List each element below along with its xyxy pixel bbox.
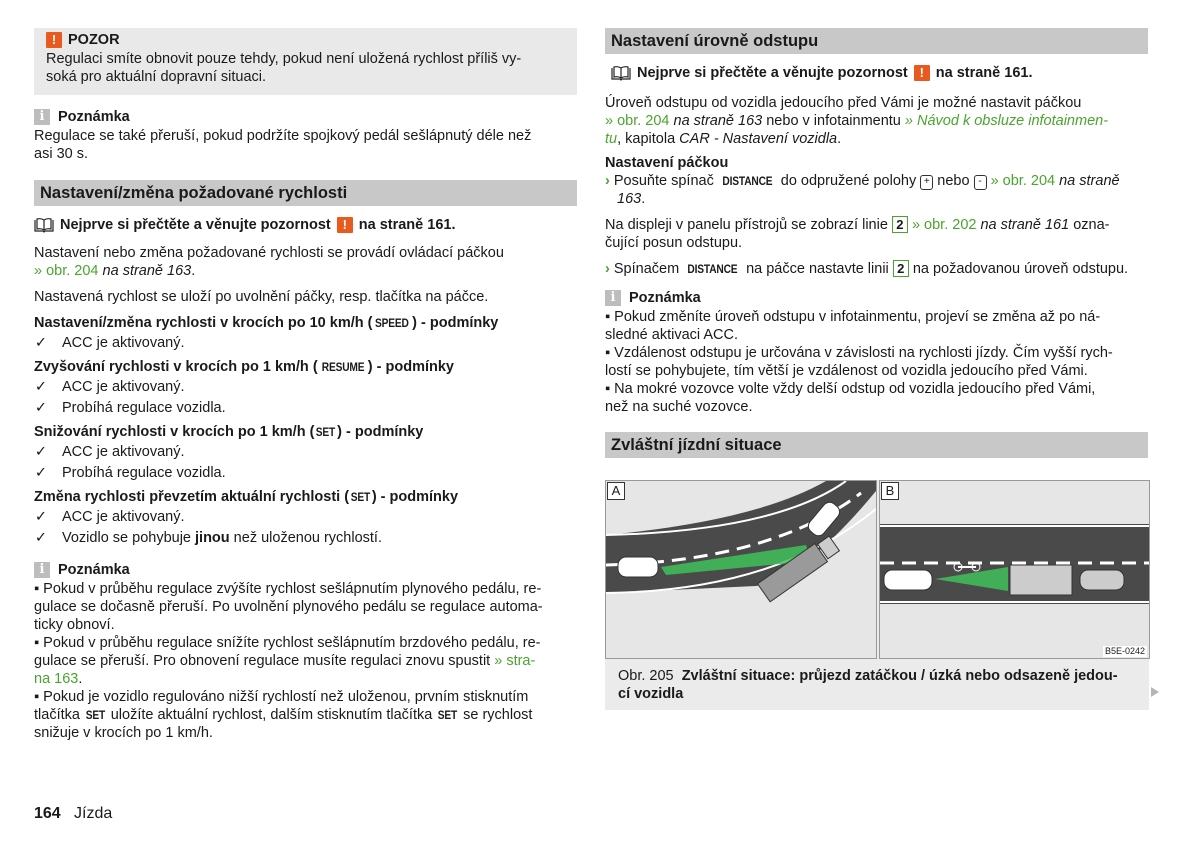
note-bullet-line: lostí se pohybujete, tím větší je vzdálenost od vozidla jedoucího před Vámi. (605, 363, 1088, 379)
page-number: 164 (34, 805, 61, 822)
note-bullet-line: ▪ Pokud změníte úroveň odstupu v infotainmentu, projeví se změna až po ná- (605, 309, 1101, 325)
figure-caption: Obr. 205 Zvláštní situace: průjezd zatáčkou / úzká nebo odsazeně jedou- cí vozidla (618, 668, 1118, 702)
condition-item: ✓ Probíhá regulace vozidla. (34, 464, 226, 481)
condition-item: ✓ ACC je aktivovaný. (34, 508, 185, 525)
manual-link[interactable]: » Návod k obsluze infotainmen- (904, 113, 1109, 129)
info-icon: i (34, 562, 50, 578)
paragraph: Nastavení nebo změna požadované rychlosti se provádí ovládací páčkou » obr. 204 na straně 163. (34, 245, 504, 279)
resume-key: RESUME (321, 360, 365, 374)
step-arrow-icon: › (605, 261, 610, 277)
figure-panel-a (605, 480, 877, 659)
figure-code: B5E-0242 (1104, 646, 1145, 656)
speed-key: SPEED (375, 316, 410, 330)
condition-item: ✓ Vozidlo se pohybuje jinou než uloženou rychlostí. (34, 529, 382, 546)
page-link[interactable]: na 163 (34, 671, 79, 687)
note-block (34, 107, 577, 163)
note-bullet-line: na 163. (34, 671, 83, 687)
warning-box (34, 28, 577, 95)
info-icon: i (34, 109, 50, 125)
note-header (605, 288, 1148, 308)
info-icon: i (605, 290, 621, 306)
warning-icon: ! (914, 65, 930, 81)
figure-link[interactable]: » obr. 204 (34, 263, 99, 279)
page-footer (34, 805, 112, 823)
paragraph: Úroveň odstupu od vozidla jedoucího před Vámi je možné nastavit páčkou » obr. 204 na straně 163 nebo v infotainmentu » Návod k obsluze infotainmen- tu, kapitola CAR - Nastavení vozidla. (605, 95, 1109, 147)
warning-header (46, 30, 563, 50)
paragraph: Na displeji v panelu přístrojů se zobrazí linie 2 » obr. 202 na straně 161 ozna- čující posun odstupu. (605, 217, 1110, 251)
figure-205 (605, 480, 1149, 710)
note-block (34, 560, 577, 742)
own-car-icon (884, 570, 932, 590)
note-bullet-line: gulace se dočasně přeruší. Po uvolnění plynového pedálu se regulace automa- (34, 599, 543, 615)
note-bullet-line: tlačítka SET uložíte aktuální rychlost, dalším stisknutím tlačítka SET se rychlost (34, 707, 533, 723)
step-arrow-icon: › (605, 173, 610, 189)
subheading: Nastavení páčkou (605, 155, 729, 171)
set-key: SET (350, 490, 371, 504)
warning-icon: ! (46, 32, 62, 48)
read-first-notice: Nejprve si přečtěte a věnujte pozornost ! na straně 161. (611, 63, 1148, 83)
page-link[interactable]: » stra- (494, 653, 536, 669)
subheading: Snižování rychlosti v krocích po 1 km/h ( SET ) - podmínky (34, 424, 424, 440)
check-icon: ✓ (34, 399, 48, 416)
plus-key-icon: + (920, 175, 933, 190)
read-first-notice (34, 215, 577, 235)
condition-item: ✓ ACC je aktivovaný. (34, 443, 185, 460)
line-number-badge: 2 (893, 260, 909, 277)
chapter-title: Jízda (74, 805, 113, 822)
warning-text-line: Regulaci smíte obnovit pouze tehdy, pokud není uložená rychlost příliš vy- (46, 51, 522, 67)
note-title: Poznámka (629, 290, 701, 306)
note-bullet-line: ▪ Pokud v průběhu regulace zvýšíte rychlost sešlápnutím plynového pedálu, re- (34, 581, 542, 597)
check-icon: ✓ (34, 508, 48, 525)
read-first-text: Nejprve si přečtěte a věnujte pozornost (60, 217, 331, 233)
warning-title: POZOR (68, 32, 120, 48)
book-icon (611, 65, 631, 81)
section-heading: Nastavení úrovně odstupu (605, 28, 1148, 54)
step: › Posuňte spínač DISTANCE do odpružené polohy + nebo - » obr. 204 na straně 163. (605, 173, 1120, 207)
section-heading: Zvláštní jízdní situace (605, 432, 1148, 458)
figure-link[interactable]: » obr. 204 (986, 173, 1056, 189)
book-icon (34, 217, 54, 233)
note-bullet-line: než na suché vozovce. (605, 399, 753, 415)
left-column (34, 28, 577, 742)
set-key: SET (316, 425, 336, 439)
distance-key: DISTANCE (722, 174, 773, 188)
condition-item: ✓ Probíhá regulace vozidla. (34, 399, 226, 416)
own-car-icon (618, 557, 658, 577)
note-bullet-line: ticky obnoví. (34, 617, 115, 633)
step: › Spínačem DISTANCE na páčce nastavte linii 2 na požadovanou úroveň odstupu. (605, 261, 1129, 277)
read-first-page: na straně 161. (358, 217, 456, 233)
note-title: Poznámka (58, 562, 130, 578)
subheading: Nastavení/změna rychlosti v krocích po 10 km/h ( SPEED ) - podmínky (34, 315, 499, 331)
note-bullet-line: sledné aktivaci ACC. (605, 327, 738, 343)
subheading: Zvyšování rychlosti v krocích po 1 km/h ( RESUME ) - podmínky (34, 359, 454, 375)
note-bullet-line: ▪ Pokud v průběhu regulace snížíte rychlost sešlápnutím brzdového pedálu, re- (34, 635, 541, 651)
set-key: SET (85, 708, 106, 722)
set-key: SET (438, 708, 458, 722)
panel-label-a: A (607, 482, 625, 500)
check-icon: ✓ (34, 378, 48, 395)
condition-item: ✓ ACC je aktivovaný. (34, 378, 185, 395)
figure-panel-b (879, 480, 1150, 659)
van-icon (1010, 565, 1072, 595)
right-column (605, 28, 1148, 458)
check-icon: ✓ (34, 443, 48, 460)
note-bullet-line: gulace se přeruší. Pro obnovení regulace musíte regulaci znovu spustit » stra- (34, 653, 536, 669)
subheading: Změna rychlosti převzetím aktuální rychlosti ( SET ) - podmínky (34, 489, 459, 505)
section-heading: Nastavení/změna požadované rychlosti (34, 180, 577, 206)
note-text-line: asi 30 s. (34, 146, 88, 162)
warning-text-line: soká pro aktuální dopravní situaci. (46, 69, 267, 85)
note-header (34, 560, 577, 580)
note-bullet-line: ▪ Pokud je vozidlo regulováno nižší rychlostí než uloženou, prvním stisknutím (34, 689, 529, 705)
note-bullet-line: snižuje v krocích po 1 km/h. (34, 725, 213, 741)
figure-link[interactable]: » obr. 204 (605, 113, 670, 129)
minus-key-icon: - (974, 175, 987, 190)
car-ahead-icon (1080, 570, 1124, 590)
continue-arrow-icon (1151, 687, 1159, 697)
condition-item: ✓ ACC je aktivovaný. (34, 334, 185, 351)
manual-link[interactable]: tu (605, 131, 618, 147)
curve-road-illustration (606, 481, 876, 658)
warning-icon: ! (337, 217, 353, 233)
check-icon: ✓ (34, 334, 48, 351)
check-icon: ✓ (34, 464, 48, 481)
note-header (34, 107, 577, 127)
figure-link[interactable]: » obr. 202 (907, 217, 977, 233)
check-icon: ✓ (34, 529, 48, 546)
paragraph: Nastavená rychlost se uloží po uvolnění páčky, resp. tlačítka na páčce. (34, 289, 489, 305)
panel-label-b: B (881, 482, 899, 500)
straight-road-illustration (880, 481, 1149, 658)
line-number-badge: 2 (892, 216, 908, 233)
note-bullet-line: ▪ Na mokré vozovce volte vždy delší odstup od vozidla jedoucího před Vámi, (605, 381, 1096, 397)
note-block (605, 288, 1148, 416)
distance-key: DISTANCE (687, 262, 738, 276)
note-title: Poznámka (58, 109, 130, 125)
note-bullet-line: ▪ Vzdálenost odstupu je určována v závislosti na rychlosti jízdy. Čím vyšší rych- (605, 345, 1113, 361)
note-text-line: Regulace se také přeruší, pokud podržíte spojkový pedál sešlápnutý déle než (34, 128, 532, 144)
